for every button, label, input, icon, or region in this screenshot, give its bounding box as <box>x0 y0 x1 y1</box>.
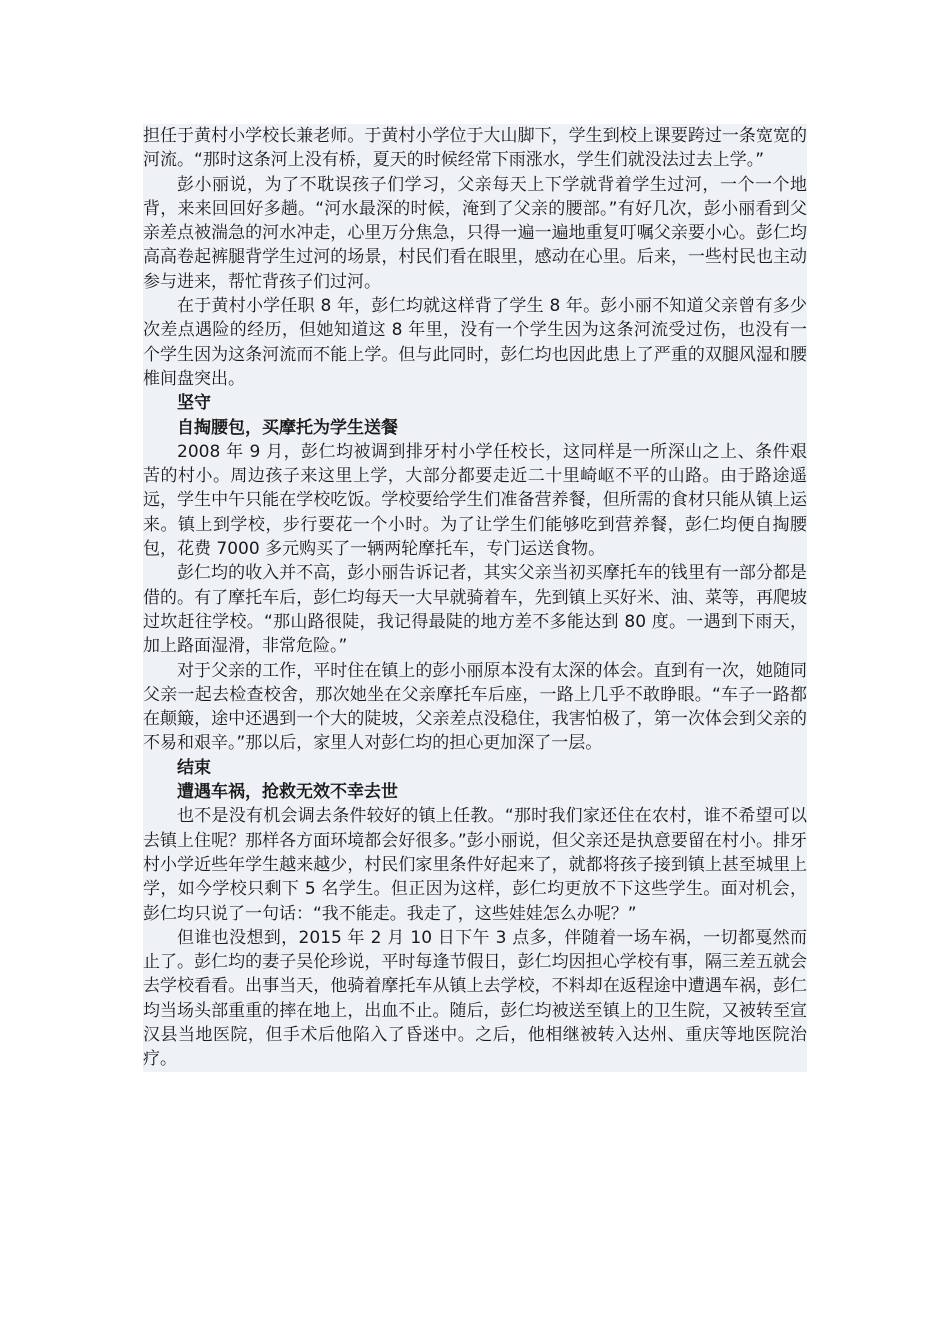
section-subtitle: 自掏腰包，买摩托为学生送餐 <box>177 417 398 438</box>
paragraph: 对于父亲的工作，平时住在镇上的彭小丽原本没有太深的体会。直到有一次，她随同父亲一起去检查校舍，那次她坐在父亲摩托车后座，一路上几乎不敢睁眼。“车子一路都在颠簸，途中还遇到一个大的陡坡，父亲差点没稳住，我害怕极了，第一次体会到父亲的不易和艰辛。”那以后，家里人对彭仁均的担心更加深了一层。 <box>143 660 807 754</box>
paragraph: 但谁也没想到，2015 年 2 月 10 日下午 3 点多，伴随着一场车祸，一切都戛然而止了。彭仁均的妻子吴伦珍说，平时每逢节假日，彭仁均因担心学校有事，隔三差五就会去学校看看。出事当天，他骑着摩托车从镇上去学校，不料却在返程途中遭遇车祸，彭仁均当场头部重重的摔在地上，出血不止。随后，彭仁均被送至镇上的卫生院，又被转至宣汉县当地医院，但手术后他陷入了昏迷中。之后，他相继被转入达州、重庆等地医院治疗。 <box>143 927 807 1070</box>
paragraph: 担任于黄村小学校长兼老师。于黄村小学位于大山脚下，学生到校上课要跨过一条宽宽的河流。“那时这条河上没有桥，夏天的时候经常下雨涨水，学生们就没法过去上学。” <box>143 126 807 171</box>
paragraph: 2008 年 9 月，彭仁均被调到排牙村小学任校长，这同样是一所深山之上、条件艰苦的村小。周边孩子来这里上学，大部分都要走近二十里崎岖不平的山路。由于路途遥远，学生中午只能在学校吃饭。学校要给学生们准备营养餐，但所需的食材只能从镇上运来。镇上到学校，步行要花一个小时。为了让学生们能够吃到营养餐，彭仁均便自掏腰包，花费 7000 多元购买了一辆两轮摩托车，专门运送食物。 <box>143 441 807 560</box>
paragraph: 彭小丽说，为了不耽误孩子们学习，父亲每天上下学就背着学生过河，一个一个地背，来来回回好多趟。“河水最深的时候，淹到了父亲的腰部。”有好几次，彭小丽看到父亲差点被湍急的河水冲走，心里万分焦急，只得一遍一遍地重复叮嘱父亲要小心。彭仁均高高卷起裤腿背学生过河的场景，村民们看在眼里，感动在心里。后来，一些村民也主动参与进来，帮忙背孩子们过河。 <box>143 174 807 292</box>
section-title: 坚守 <box>177 393 211 414</box>
paragraph: 也不是没有机会调去条件较好的镇上任教。“那时我们家还住在农村，谁不希望可以去镇上住呢？那样各方面环境都会好很多。”彭小丽说，但父亲还是执意要留在村小。排牙村小学近些年学生越来越少，村民们家里条件好起来了，就都将孩子接到镇上甚至城里上学，如今学校只剩下 5 名学生。但正因为这样，彭仁均更放不下这些学生。面对机会，彭仁均只说了一句话：“我不能走。我走了，这些娃娃怎么办呢？” <box>143 806 807 924</box>
paragraph: 在于黄村小学任职 8 年，彭仁均就这样背了学生 8 年。彭小丽不知道父亲曾有多少次差点遇险的经历，但她知道这 8 年里，没有一个学生因为这条河流受过伤，也没有一个学生因为这条河流而不能上学。但与此同时，彭仁均也因此患上了严重的双腿风湿和腰椎间盘突出。 <box>143 296 807 389</box>
section-subtitle: 遭遇车祸，抢救无效不幸去世 <box>177 782 398 803</box>
section-title: 结束 <box>177 757 211 778</box>
paragraph: 彭仁均的收入并不高，彭小丽告诉记者，其实父亲当初买摩托车的钱里有一部分都是借的。有了摩托车后，彭仁均每天一大早就骑着车，先到镇上买好米、油、菜等，再爬坡过坎赶往学校。“那山路很陡，我记得最陡的地方差不多能达到 80 度。一遇到下雨天，加上路面湿滑，非常危险。” <box>143 563 807 657</box>
article-body <box>143 124 807 1072</box>
